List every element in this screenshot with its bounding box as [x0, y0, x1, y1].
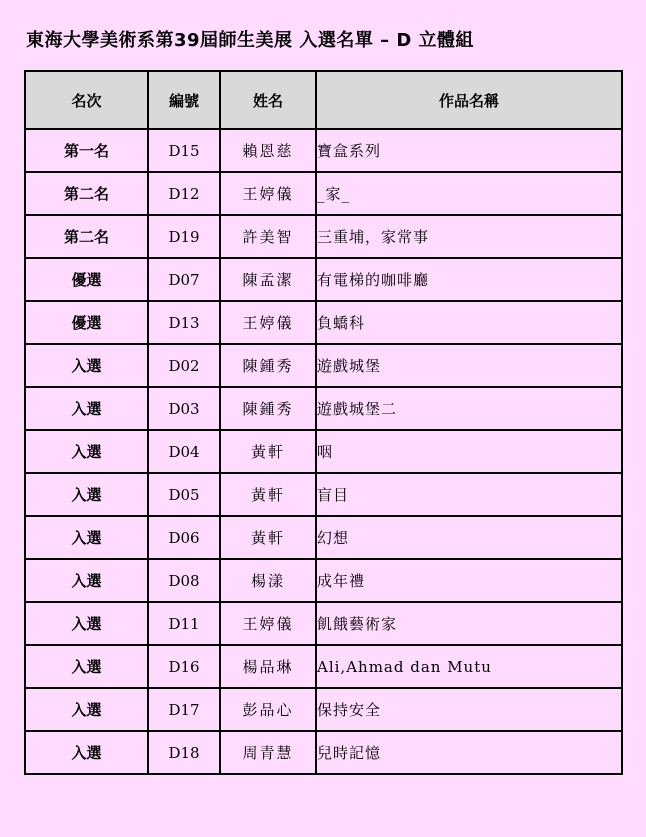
rank-cell: 入選	[25, 473, 148, 516]
name-cell: 王婷儀	[220, 602, 316, 645]
code-cell: D12	[148, 172, 220, 215]
table-row	[25, 430, 622, 473]
name-cell: 周青慧	[220, 731, 316, 774]
table-row	[25, 172, 622, 215]
code-cell: D18	[148, 731, 220, 774]
rank-cell: 入選	[25, 602, 148, 645]
table-row	[25, 731, 622, 774]
table-row	[25, 516, 622, 559]
name-cell: 楊品琳	[220, 645, 316, 688]
name-cell: 陳鍾秀	[220, 344, 316, 387]
rank-cell: 入選	[25, 688, 148, 731]
work-title-cell: 負蟜科	[316, 301, 622, 344]
page-title: 東海大學美術系第39屆師生美展 入選名單 – D 立體組	[26, 30, 475, 51]
code-cell: D15	[148, 129, 220, 172]
rank-cell: 入選	[25, 430, 148, 473]
work-title-cell: 兒時記憶	[316, 731, 622, 774]
code-cell: D03	[148, 387, 220, 430]
table-row	[25, 215, 622, 258]
work-title-cell: 有電梯的咖啡廳	[316, 258, 622, 301]
table-header	[25, 71, 622, 129]
code-cell: D13	[148, 301, 220, 344]
table-row	[25, 645, 622, 688]
results-table	[24, 70, 623, 775]
table-row	[25, 129, 622, 172]
name-cell: 賴恩慈	[220, 129, 316, 172]
table-row	[25, 602, 622, 645]
header-row	[25, 71, 622, 129]
name-cell: 彭品心	[220, 688, 316, 731]
rank-cell: 入選	[25, 516, 148, 559]
code-cell: D16	[148, 645, 220, 688]
work-title-cell: 飢餓藝術家	[316, 602, 622, 645]
header-name: 姓名	[220, 71, 316, 129]
work-title-cell: 幻想	[316, 516, 622, 559]
table-row	[25, 344, 622, 387]
code-cell: D02	[148, 344, 220, 387]
rank-cell: 入選	[25, 731, 148, 774]
code-cell: D07	[148, 258, 220, 301]
rank-cell: 入選	[25, 559, 148, 602]
work-title-cell: 寶盒系列	[316, 129, 622, 172]
rank-cell: 第二名	[25, 215, 148, 258]
work-title-cell: 保持安全	[316, 688, 622, 731]
name-cell: 許美智	[220, 215, 316, 258]
header-rank: 名次	[25, 71, 148, 129]
work-title-cell: 咽	[316, 430, 622, 473]
name-cell: 黃軒	[220, 473, 316, 516]
table-row	[25, 473, 622, 516]
code-cell: D19	[148, 215, 220, 258]
table-row	[25, 559, 622, 602]
work-title-cell: _家_	[316, 172, 622, 215]
work-title-cell: 遊戲城堡	[316, 344, 622, 387]
name-cell: 陳鍾秀	[220, 387, 316, 430]
work-title-cell: 遊戲城堡二	[316, 387, 622, 430]
code-cell: D06	[148, 516, 220, 559]
header-code: 編號	[148, 71, 220, 129]
name-cell: 王婷儀	[220, 172, 316, 215]
rank-cell: 入選	[25, 344, 148, 387]
name-cell: 黃軒	[220, 516, 316, 559]
rank-cell: 第一名	[25, 129, 148, 172]
code-cell: D05	[148, 473, 220, 516]
code-cell: D04	[148, 430, 220, 473]
rank-cell: 第二名	[25, 172, 148, 215]
code-cell: D11	[148, 602, 220, 645]
work-title-cell: Ali,Ahmad dan Mutu	[316, 645, 622, 688]
work-title-cell: 盲目	[316, 473, 622, 516]
table-row	[25, 258, 622, 301]
work-title-cell: 三重埔，家常事	[316, 215, 622, 258]
table-row	[25, 301, 622, 344]
rank-cell: 入選	[25, 387, 148, 430]
header-work-title: 作品名稱	[316, 71, 622, 129]
rank-cell: 入選	[25, 645, 148, 688]
work-title-cell: 成年禮	[316, 559, 622, 602]
rank-cell: 優選	[25, 301, 148, 344]
table-row	[25, 688, 622, 731]
table-body	[25, 129, 622, 774]
code-cell: D08	[148, 559, 220, 602]
table-row	[25, 387, 622, 430]
name-cell: 王婷儀	[220, 301, 316, 344]
name-cell: 陳孟潔	[220, 258, 316, 301]
rank-cell: 優選	[25, 258, 148, 301]
name-cell: 楊漾	[220, 559, 316, 602]
name-cell: 黃軒	[220, 430, 316, 473]
code-cell: D17	[148, 688, 220, 731]
